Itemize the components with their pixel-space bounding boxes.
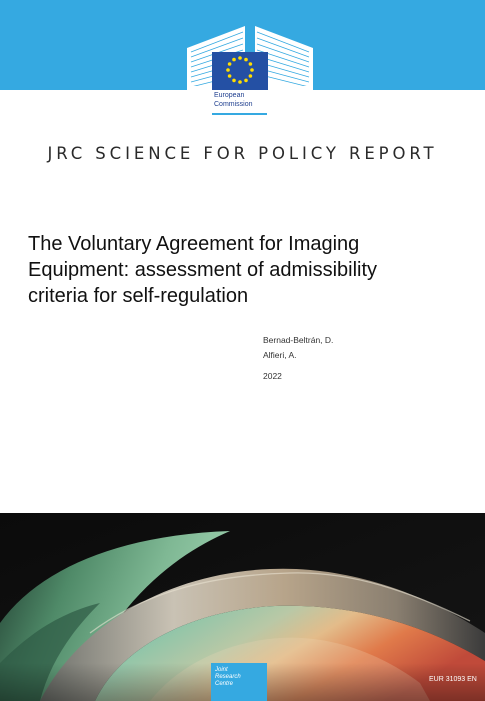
jrc-line-2: Research	[215, 674, 241, 680]
organisation-name	[214, 92, 253, 109]
author-1: Bernad-Beltrán, D.	[263, 335, 334, 345]
title-line-1: The Voluntary Agreement for Imaging	[28, 233, 360, 255]
author-2: Alfieri, A.	[263, 350, 297, 360]
jrc-line-1: Joint	[215, 667, 228, 673]
title-line-3: criteria for self-regulation	[28, 285, 249, 307]
title-line-2: Equipment: assessment of admissibility	[28, 259, 378, 281]
eur-number: EUR 31093 EN	[429, 676, 477, 683]
jrc-line-3: Centre	[215, 681, 234, 687]
org-line-2: Commission	[214, 100, 253, 108]
publication-year: 2022	[263, 371, 282, 381]
series-label: JRC SCIENCE FOR POLICY REPORT	[47, 144, 438, 163]
jrc-logo-text	[215, 667, 241, 688]
org-line-1: European	[214, 92, 245, 99]
logo-underline	[212, 113, 267, 115]
report-title	[28, 231, 468, 309]
